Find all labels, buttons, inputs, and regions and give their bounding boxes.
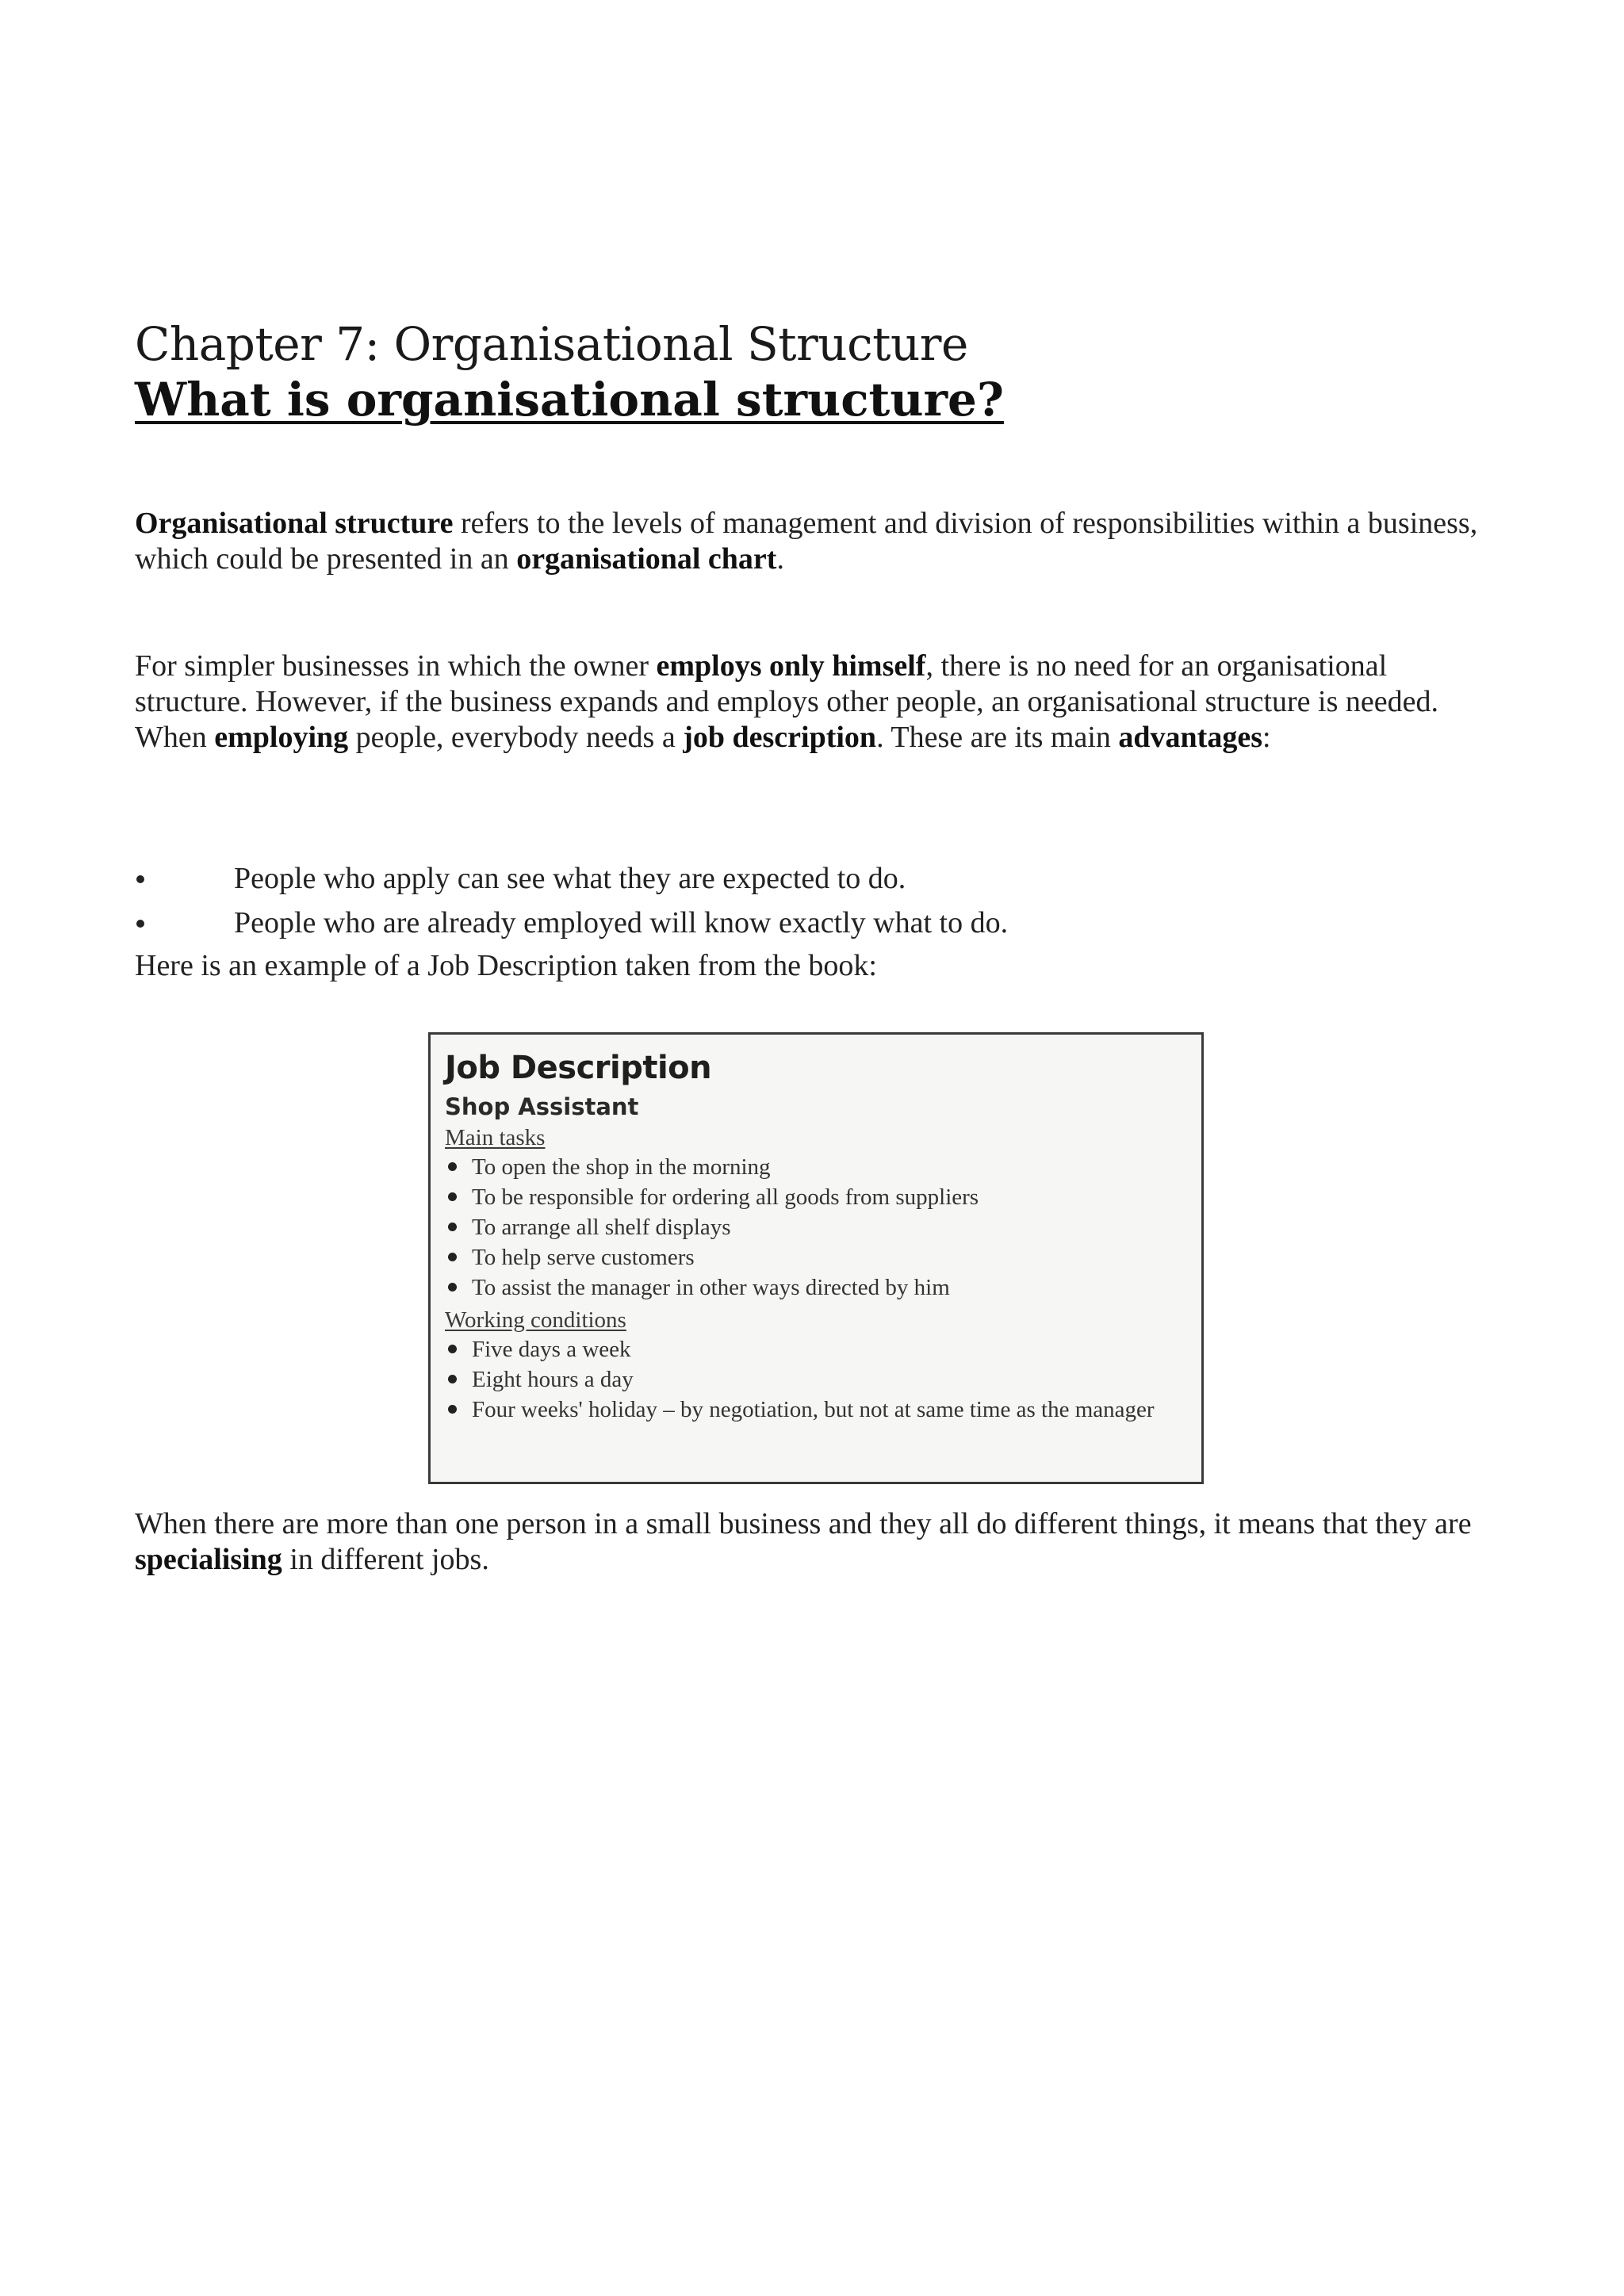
explanation-paragraph — [135, 649, 1499, 756]
list-item — [135, 905, 1008, 950]
list-item-text: To arrange all shelf displays — [472, 1215, 731, 1240]
main-tasks-list — [445, 1152, 1201, 1303]
list-item — [445, 1272, 1201, 1303]
working-conditions-list — [445, 1334, 1201, 1425]
paragraph-text: refers to the levels of management and division of responsibilities within a business, which could be presented in an — [135, 507, 1478, 576]
list-item — [445, 1364, 1201, 1395]
list-item-text: To help serve customers — [472, 1245, 695, 1270]
paragraph-text: : — [1262, 721, 1271, 754]
term-organisational-structure: Organisational structure — [135, 507, 454, 540]
specialisation-paragraph — [135, 1506, 1499, 1578]
list-item — [445, 1395, 1201, 1425]
paragraph-text: people, everybody needs a — [348, 721, 684, 754]
list-item — [445, 1152, 1201, 1182]
list-item — [135, 861, 1008, 905]
bold-term: advantages — [1118, 721, 1262, 754]
bullet-icon — [136, 920, 144, 928]
job-role: Shop Assistant — [445, 1093, 639, 1120]
list-item-text: To assist the manager in other ways directed by him — [472, 1275, 950, 1300]
bold-term: job description — [683, 721, 877, 754]
bullet-icon — [448, 1192, 457, 1201]
list-item-text: People who apply can see what they are expected to do. — [234, 862, 906, 895]
list-item — [445, 1334, 1201, 1364]
bold-term: specialising — [135, 1543, 282, 1576]
list-item — [445, 1212, 1201, 1242]
term-organisational-chart: organisational chart — [516, 542, 777, 576]
list-item-text: People who are already employed will know exactly what to do. — [234, 906, 1009, 939]
chapter-title: Chapter 7: Organisational Structure — [135, 317, 968, 371]
paragraph-text: . — [776, 542, 784, 576]
list-item — [445, 1182, 1201, 1212]
bullet-icon — [448, 1345, 457, 1353]
advantages-list — [135, 861, 1008, 950]
list-item-text: Four weeks' holiday – by negotiation, but not at same time as the manager — [472, 1397, 1155, 1422]
bullet-icon — [448, 1375, 457, 1383]
definition-paragraph — [135, 506, 1499, 577]
job-description-figure — [428, 1032, 1204, 1484]
list-item-text: To be responsible for ordering all goods from suppliers — [472, 1184, 979, 1210]
bold-term: employs only himself — [656, 649, 926, 683]
paragraph-text: in different jobs. — [282, 1543, 489, 1576]
bullet-icon — [448, 1162, 457, 1171]
bullet-icon — [136, 875, 144, 883]
section-heading: What is organisational structure? — [135, 373, 1004, 427]
paragraph-text: , there is no need for an organisational structure. However, if the business expands and employs other people, an organisational structure is needed. When — [135, 649, 1438, 754]
paragraph-text: . These are its main — [876, 721, 1119, 754]
paragraph-text: For simpler businesses in which the owner — [135, 649, 657, 683]
bullet-icon — [448, 1405, 457, 1414]
bullet-icon — [448, 1223, 457, 1231]
list-item — [445, 1242, 1201, 1272]
job-description-title: Job Description — [445, 1050, 712, 1086]
example-intro-paragraph: Here is an example of a Job Description taken from the book: — [135, 949, 877, 982]
list-item-text: Five days a week — [472, 1337, 631, 1362]
list-item-text: Eight hours a day — [472, 1367, 634, 1392]
main-tasks-label: Main tasks — [445, 1125, 546, 1150]
working-conditions-label: Working conditions — [445, 1307, 626, 1333]
bullet-icon — [448, 1253, 457, 1261]
bullet-icon — [448, 1283, 457, 1292]
list-item-text: To open the shop in the morning — [472, 1154, 771, 1180]
paragraph-text: When there are more than one person in a small business and they all do different things, it means that they are — [135, 1507, 1472, 1540]
bold-term: employing — [214, 721, 349, 754]
